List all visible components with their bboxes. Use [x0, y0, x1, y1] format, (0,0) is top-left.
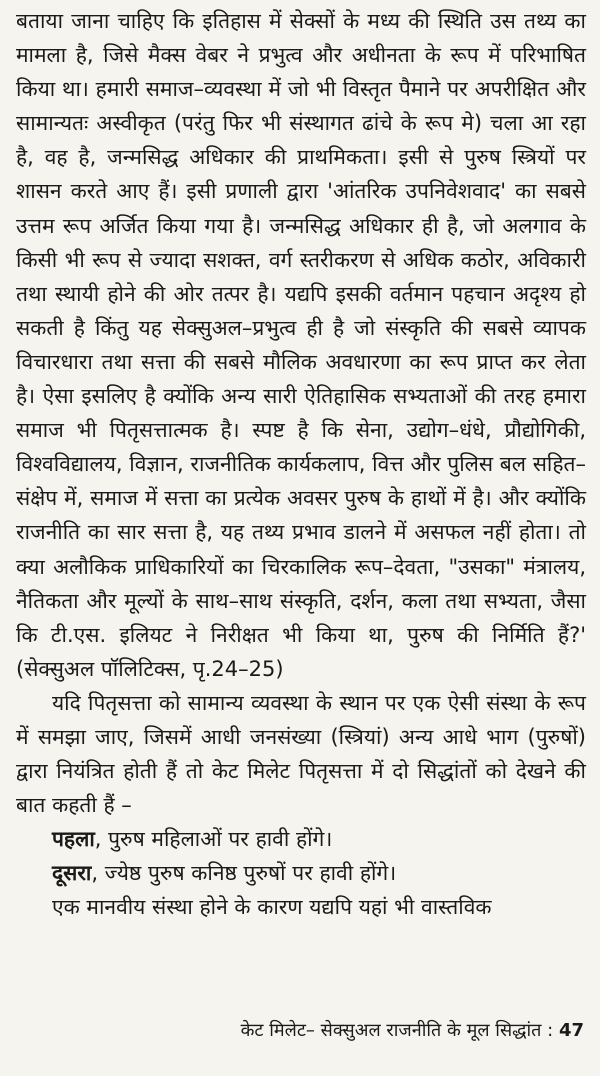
list-item-lead: दूसरा: [52, 861, 92, 886]
paragraph-2: यदि पितृसत्ता को सामान्य व्यवस्था के स्थान पर एक ऐसी संस्था के रूप में समझा जाए, जिसमें आधी जनसंख्या (स्त्रियां) अन्य आधे भाग (पुरुषों) द्वारा नियंत्रित होती हैं तो केट मिलेट पितृसत्ता में दो सिद्धांतों को देखने की बात कहती हैं –: [16, 690, 586, 818]
page-number: 47: [558, 1020, 584, 1041]
list-item-first: [16, 822, 586, 856]
closing-paragraph: एक मानवीय संस्था होने के कारण यद्यपि यहां भी वास्तविक: [52, 895, 492, 920]
list-item-text: , ज्येष्ठ पुरुष कनिष्ठ पुरुषों पर हावी होंगे।: [91, 861, 397, 886]
page-footer: [241, 1018, 584, 1042]
list-item-lead: पहला: [52, 827, 95, 852]
list-item-text: , पुरुष महिलाओं पर हावी होंगे।: [94, 827, 333, 852]
paragraph-1: बताया जाना चाहिए कि इतिहास में सेक्सों के मध्य की स्थिति उस तथ्य का मामला है, जिसे मैक्स वेबर ने प्रभुत्व और अधीनता के रूप में परिभाषित किया था। हमारी समाज–व्यवस्था में जो भी विस्तृत पैमाने पर अपरीक्षित और सामान्यतः अस्वीकृत (परंतु फिर भी संस्थागत ढांचे के रूप मे) चला आ रहा है, वह है, जन्मसिद्ध अधिकार की प्राथमिकता। इसी से पुरुष स्त्रियों पर शासन करते आए हैं। इसी प्रणाली द्वारा 'आंतरिक उपनिवेशवाद' का सबसे उत्तम रूप अर्जित किया गया है। जन्मसिद्ध अधिकार ही है, जो अलगाव के किसी भी रूप से ज्यादा सशक्त, वर्ग स्तरीकरण से अधिक कठोर, अविकारी तथा स्थायी होने की ओर तत्पर है। यद्यपि इसकी वर्तमान पहचान अदृश्य हो सकती है किंतु यह सेक्सुअल–प्रभुत्व ही है जो संस्कृति की सबसे व्यापक विचारधारा तथा सत्ता की सबसे मौलिक अवधारणा का रूप प्राप्त कर लेता है। ऐसा इसलिए है क्योंकि अन्य सारी ऐतिहासिक सभ्यताओं की तरह हमारा समाज भी पितृसत्तात्मक है। स्पष्ट है कि सेना, उद्योग–धंधे, प्रौद्योगिकी, विश्वविद्यालय, विज्ञान, राजनीतिक कार्यकलाप, वित्त और पुलिस बल सहित–संक्षेप में, समाज में सत्ता का प्रत्येक अवसर पुरुष के हाथों में है। और क्योंकि राजनीति का सार सत्ता है, यह तथ्य प्रभाव डालने में असफल नहीं होता। तो क्या अलौकिक प्राधिकारियों का चिरकालिक रूप–देवता, "उसका" मंत्रालय, नैतिकता और मूल्यों के साथ–साथ संस्कृति, दर्शन, कला तथा सभ्यता, जैसा कि टी.एस. इलियट ने निरीक्षत भी किया था, पुरुष की निर्मिति हैं?' (सेक्सुअल पॉलिटिक्स, पृ.24–25): [16, 9, 586, 681]
running-title: केट मिलेट– सेक्सुअल राजनीति के मूल सिद्धांत :: [240, 1020, 554, 1041]
list-item-second: [16, 856, 586, 890]
body-text: [16, 4, 586, 925]
